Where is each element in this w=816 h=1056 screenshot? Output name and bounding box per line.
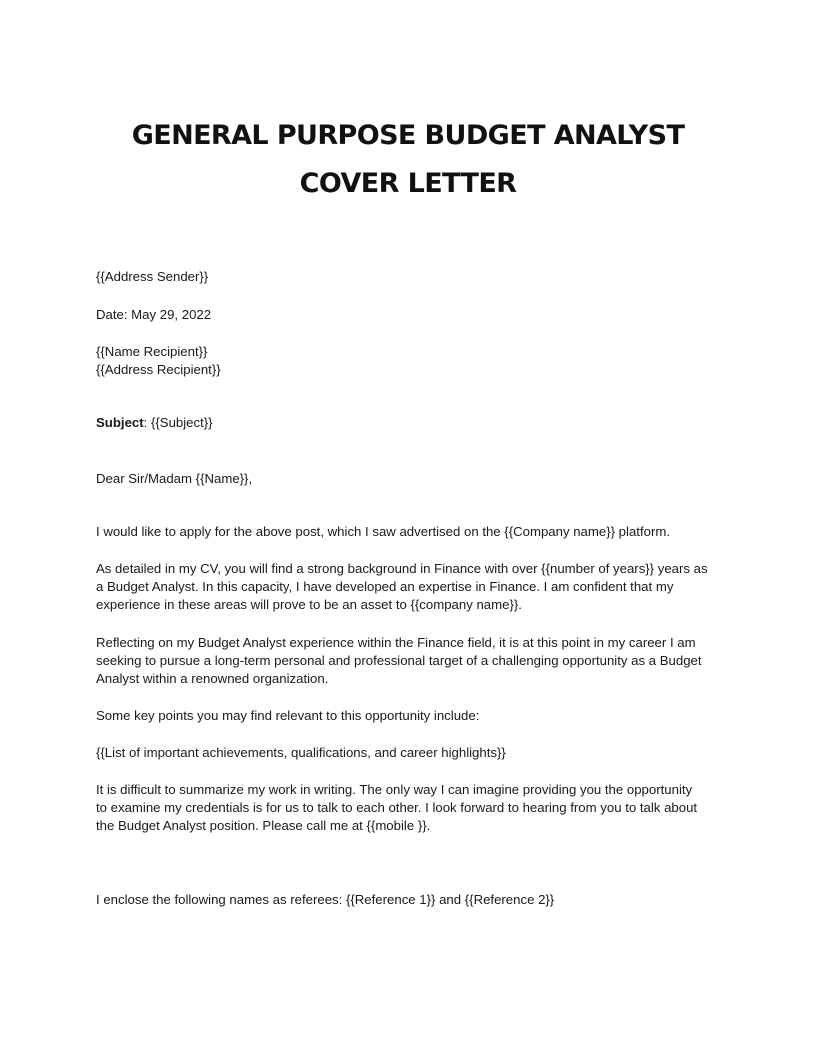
paragraph-closing [96, 781, 726, 835]
subject-value: : {{Subject}} [143, 415, 213, 430]
paragraph-intro [96, 523, 726, 541]
paragraph-line: {{List of important achievements, qualifications, and career highlights}} [96, 745, 506, 760]
recipient-address: {{Address Recipient}} [96, 362, 221, 377]
paragraph-line: to examine my credentials is for us to talk to each other. I look forward to hearing from you to talk about [96, 800, 698, 815]
subject-line [96, 414, 726, 432]
paragraph-line: the Budget Analyst position. Please call me at {{mobile }}. [96, 818, 431, 833]
title-line-1: GENERAL PURPOSE BUDGET ANALYST [131, 120, 685, 151]
paragraph-achievements [96, 744, 726, 762]
paragraph-line: Some key points you may find relevant to this opportunity include: [96, 708, 480, 723]
document-title [96, 112, 720, 208]
title-line-2: COVER LETTER [299, 168, 517, 199]
paragraph-line: a Budget Analyst. In this capacity, I have developed an expertise in Finance. I am confident that my [96, 579, 674, 594]
paragraph-key-points [96, 707, 726, 725]
paragraph-line: As detailed in my CV, you will find a strong background in Finance with over {{number of years}} years as [96, 561, 708, 576]
paragraph-background [96, 560, 726, 614]
paragraph-referees [96, 891, 726, 909]
salutation: Dear Sir/Madam {{Name}}, [96, 471, 253, 486]
paragraph-line: I would like to apply for the above post, which I saw advertised on the {{Company name}} platform. [96, 524, 670, 539]
letter-date: Date: May 29, 2022 [96, 307, 212, 322]
paragraph-line: Analyst within a renowned organization. [96, 671, 329, 686]
paragraph-experience [96, 634, 726, 688]
recipient-name: {{Name Recipient}} [96, 344, 208, 359]
paragraph-line: experience in these areas will prove to be an asset to {{company name}}. [96, 597, 522, 612]
subject-label: Subject [96, 415, 144, 430]
paragraph-line: I enclose the following names as referees: {{Reference 1}} and {{Reference 2}} [96, 892, 555, 907]
paragraph-line: It is difficult to summarize my work in writing. The only way I can imagine providing you the opportunity [96, 782, 693, 797]
sender-address: {{Address Sender}} [96, 269, 209, 284]
paragraph-line: seeking to pursue a long-term personal and professional target of a challenging opportunity as a Budget [96, 653, 702, 668]
paragraph-line: Reflecting on my Budget Analyst experience within the Finance field, it is at this point in my career I am [96, 635, 696, 650]
